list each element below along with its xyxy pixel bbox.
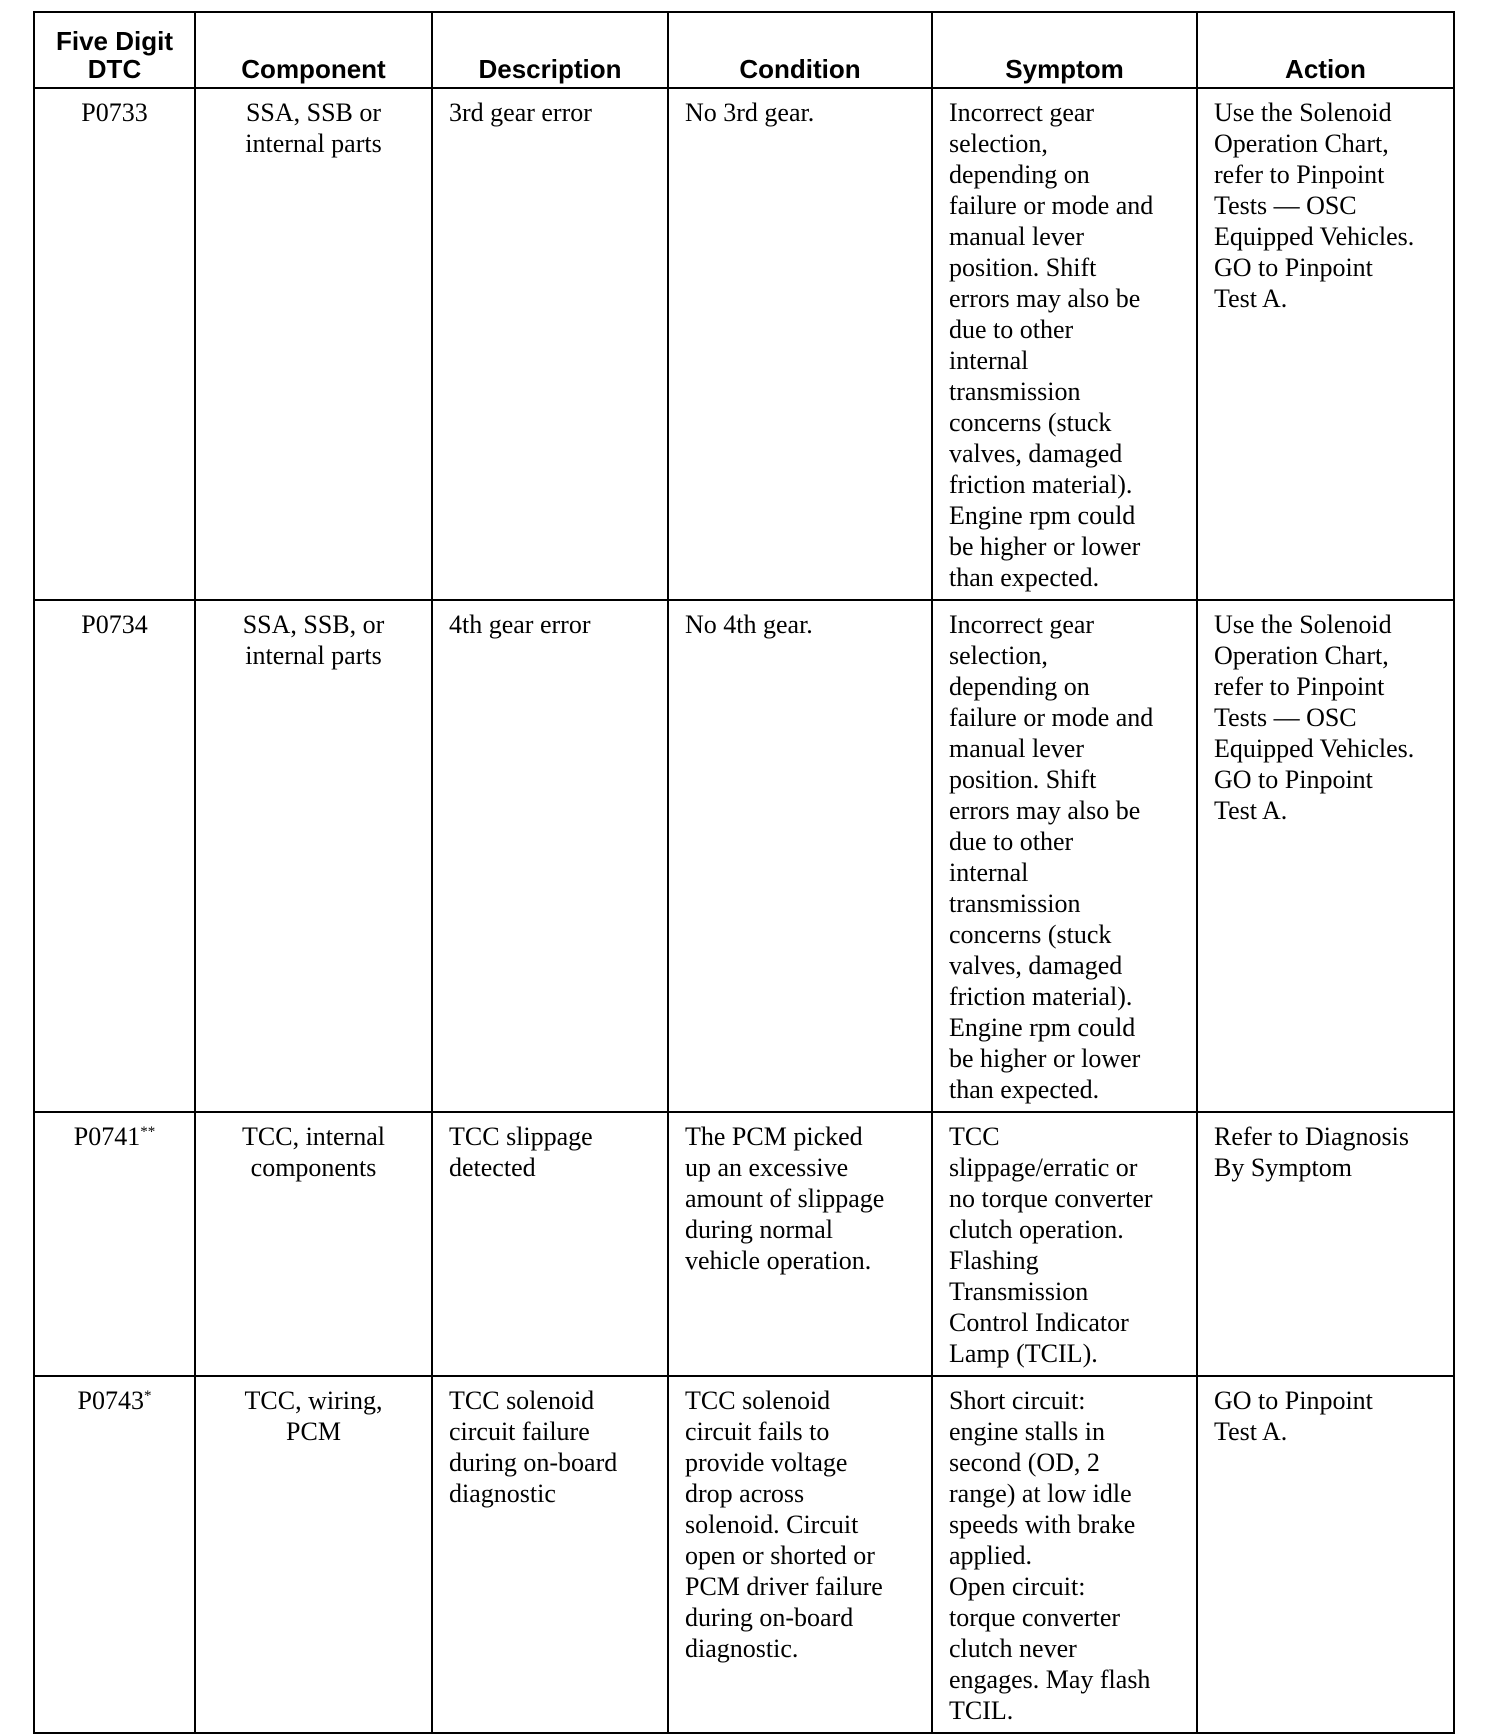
header-condition: Condition <box>668 12 932 88</box>
component-cell: TCC, wiring, PCM <box>195 1376 432 1733</box>
header-action: Action <box>1197 12 1454 88</box>
header-dtc-line1: Five Digit <box>55 26 173 56</box>
dtc-code: P0741 <box>73 1122 141 1151</box>
dtc-cell <box>34 600 195 1112</box>
table-row <box>34 1376 1454 1733</box>
header-dtc <box>34 12 195 88</box>
table-row <box>34 88 1454 600</box>
symptom-cell: TCC slippage/erratic or no torque converter clutch operation. Flashing Transmission Control Indicator Lamp (TCIL). <box>932 1112 1197 1376</box>
dtc-cell <box>34 1376 195 1733</box>
condition-cell: The PCM picked up an excessive amount of slippage during normal vehicle operation. <box>668 1112 932 1376</box>
table-row <box>34 1112 1454 1376</box>
dtc-footnote-mark: ** <box>140 1124 156 1140</box>
component-cell: SSA, SSB or internal parts <box>195 88 432 600</box>
action-cell: Use the Solenoid Operation Chart, refer to Pinpoint Tests — OSC Equipped Vehicles. GO to Pinpoint Test A. <box>1197 88 1454 600</box>
table-row <box>34 600 1454 1112</box>
header-component: Component <box>195 12 432 88</box>
description-cell: TCC solenoid circuit failure during on-board diagnostic <box>432 1376 668 1733</box>
action-cell: Use the Solenoid Operation Chart, refer to Pinpoint Tests — OSC Equipped Vehicles. GO to Pinpoint Test A. <box>1197 600 1454 1112</box>
dtc-footnote-mark: * <box>143 1388 152 1404</box>
action-cell: GO to Pinpoint Test A. <box>1197 1376 1454 1733</box>
symptom-cell: Incorrect gear selection, depending on failure or mode and manual lever position. Shift errors may also be due to other internal transmission concerns (stuck valves, damaged friction material). Engine rpm could be higher or lower than expected. <box>932 600 1197 1112</box>
dtc-table <box>33 11 1455 1734</box>
symptom-cell: Incorrect gear selection, depending on failure or mode and manual lever position. Shift errors may also be due to other internal transmission concerns (stuck valves, damaged friction material). Engine rpm could be higher or lower than expected. <box>932 88 1197 600</box>
description-cell: 4th gear error <box>432 600 668 1112</box>
dtc-cell <box>34 1112 195 1376</box>
header-description: Description <box>432 12 668 88</box>
condition-cell: TCC solenoid circuit fails to provide voltage drop across solenoid. Circuit open or shorted or PCM driver failure during on-board diagnostic. <box>668 1376 932 1733</box>
component-cell: SSA, SSB, or internal parts <box>195 600 432 1112</box>
header-symptom: Symptom <box>932 12 1197 88</box>
action-cell: Refer to Diagnosis By Symptom <box>1197 1112 1454 1376</box>
dtc-code: P0733 <box>81 98 148 127</box>
dtc-code: P0743 <box>77 1386 144 1415</box>
component-cell: TCC, internal components <box>195 1112 432 1376</box>
symptom-cell: Short circuit: engine stalls in second (OD, 2 range) at low idle speeds with brake applied. Open circuit: torque converter clutch never engages. May flash TCIL. <box>932 1376 1197 1733</box>
condition-cell: No 4th gear. <box>668 600 932 1112</box>
description-cell: 3rd gear error <box>432 88 668 600</box>
header-row <box>34 12 1454 88</box>
condition-cell: No 3rd gear. <box>668 88 932 600</box>
header-dtc-line2: DTC <box>87 54 142 84</box>
dtc-cell <box>34 88 195 600</box>
dtc-code: P0734 <box>81 610 148 639</box>
description-cell: TCC slippage detected <box>432 1112 668 1376</box>
